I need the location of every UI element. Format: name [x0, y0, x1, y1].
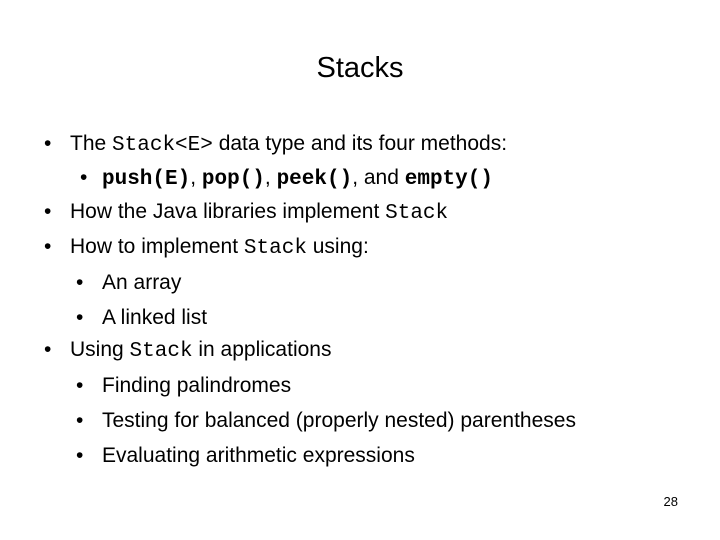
code-stack: Stack — [129, 340, 193, 363]
code-pop: pop() — [201, 168, 265, 191]
sub-bullet-array — [76, 269, 181, 297]
bullet-glyph: • — [44, 235, 52, 258]
sub-bullet-palindromes — [76, 372, 291, 400]
code-stack: Stack — [243, 237, 307, 260]
text: An array — [102, 271, 182, 294]
text: data type and its four methods: — [212, 132, 508, 155]
page-number: 28 — [663, 494, 678, 509]
bullet-item-applications — [44, 336, 331, 366]
bullet-glyph: • — [76, 409, 84, 432]
text: Evaluating arithmetic expressions — [102, 444, 415, 467]
separator: , — [264, 166, 277, 189]
bullet-item-stack-type — [44, 130, 507, 160]
text: How to implement — [70, 235, 244, 258]
code-empty: empty() — [404, 168, 493, 191]
text: Finding palindromes — [102, 374, 292, 397]
code-peek: peek() — [276, 168, 353, 191]
bullet-glyph: • — [76, 271, 84, 294]
text: Using — [70, 338, 130, 361]
text: A linked list — [102, 306, 208, 329]
sub-bullet-linked-list — [76, 304, 207, 332]
text: How the Java libraries implement — [70, 200, 386, 223]
sub-bullet-methods — [80, 164, 493, 194]
bullet-glyph: • — [76, 444, 84, 467]
separator: , and — [352, 166, 405, 189]
text: The — [70, 132, 113, 155]
bullet-glyph: • — [80, 166, 88, 189]
bullet-glyph: • — [44, 200, 52, 223]
bullet-item-implement — [44, 233, 369, 263]
code-stack-e: Stack<E> — [112, 134, 213, 157]
bullet-glyph: • — [44, 338, 52, 361]
bullet-glyph: • — [76, 374, 84, 397]
bullet-item-java-libraries — [44, 198, 448, 228]
slide-title: Stacks — [316, 52, 404, 84]
text: using: — [306, 235, 369, 258]
sub-bullet-parentheses — [76, 407, 576, 435]
separator: , — [190, 166, 202, 189]
text: Testing for balanced (properly nested) parentheses — [102, 409, 576, 432]
code-stack: Stack — [385, 202, 449, 225]
sub-bullet-arithmetic — [76, 442, 415, 470]
code-push: push(E) — [102, 168, 191, 191]
bullet-glyph: • — [76, 306, 84, 329]
bullet-glyph: • — [44, 132, 52, 155]
text: in applications — [192, 338, 332, 361]
